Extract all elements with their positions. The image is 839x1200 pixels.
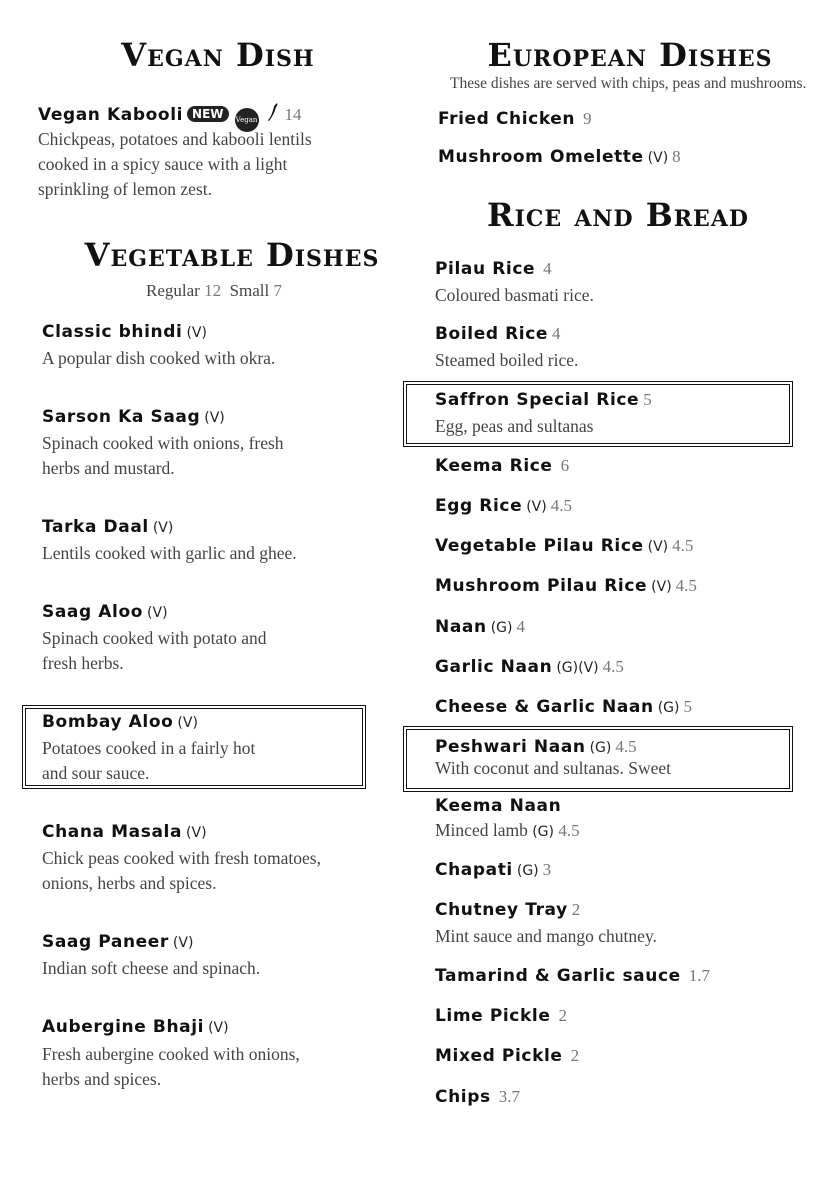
item-price: 2 <box>571 900 581 919</box>
menu-item <box>42 1017 229 1037</box>
menu-item <box>435 324 561 344</box>
menu-item <box>438 109 592 129</box>
menu-item <box>435 496 572 516</box>
menu-item <box>42 822 207 842</box>
regular-price: 12 <box>204 281 222 300</box>
item-tag: (V) <box>152 520 174 536</box>
item-description: Mint sauce and mango chutney. <box>435 926 657 946</box>
european-subtitle: These dishes are served with chips, peas and mushrooms. <box>450 75 807 92</box>
item-description <box>435 818 580 845</box>
item-name: Keema Rice <box>435 456 553 476</box>
menu-item <box>435 697 692 717</box>
item-description: Indian soft cheese and spinach. <box>42 958 261 978</box>
item-price: 6 <box>560 456 570 475</box>
item-price: 4 <box>543 259 552 278</box>
menu-item <box>42 517 173 537</box>
item-description: Egg, peas and sultanas <box>435 416 594 436</box>
menu-item <box>435 966 710 986</box>
menu-item <box>435 536 693 556</box>
rice-section-title: Rice and Bread <box>487 196 749 234</box>
item-price: 4.5 <box>675 576 697 595</box>
item-price: 3.7 <box>498 1087 520 1106</box>
menu-item-highlighted <box>42 712 198 732</box>
item-name: Lime Pickle <box>435 1006 551 1026</box>
item-description: A popular dish cooked with okra. <box>42 348 276 368</box>
item-name: Cheese & Garlic Naan <box>435 697 654 717</box>
item-description: Lentils cooked with garlic and ghee. <box>42 543 297 563</box>
menu-item-highlighted <box>435 390 652 410</box>
item-price: 8 <box>672 147 681 166</box>
menu-item <box>42 932 193 952</box>
item-description: Fresh aubergine cooked with onions, herbs and spices. <box>42 1044 300 1089</box>
menu-item <box>435 860 551 880</box>
menu-item <box>42 602 168 622</box>
small-price: 7 <box>273 281 282 300</box>
item-name: Keema Naan <box>435 796 562 816</box>
item-name: Chapati <box>435 860 513 880</box>
item-name: Garlic Naan <box>435 657 553 677</box>
item-price: 5 <box>643 390 652 409</box>
item-name: Egg Rice <box>435 496 523 516</box>
item-tag: (G) <box>490 620 513 636</box>
item-tag: (G) <box>516 863 539 879</box>
menu-item <box>435 456 569 476</box>
item-tag: (V) <box>647 150 669 166</box>
item-name: Mixed Pickle <box>435 1046 563 1066</box>
size-price-line <box>146 281 282 301</box>
item-price: 1.7 <box>688 966 711 985</box>
item-description-text: Minced lamb <box>435 820 528 840</box>
menu-item <box>435 657 624 677</box>
item-name: Tamarind & Garlic sauce <box>435 966 681 986</box>
item-price: 4 <box>552 324 561 343</box>
chili-icon <box>267 102 281 122</box>
item-tag: (V) <box>208 1020 229 1036</box>
item-price: 3 <box>542 860 552 879</box>
item-price: 4.5 <box>602 657 624 676</box>
item-tag: (V) <box>147 605 168 621</box>
item-price: 5 <box>683 697 692 716</box>
menu-item <box>438 147 681 167</box>
item-description: Coloured basmati rice. <box>435 285 594 305</box>
item-price: 2 <box>558 1006 567 1025</box>
item-tag: (G) <box>657 700 680 716</box>
vegan-badge: Vegan <box>235 108 259 132</box>
item-price: 4.5 <box>558 821 580 840</box>
item-tag: (V) <box>186 825 207 841</box>
item-tag: (V) <box>186 325 207 341</box>
item-name: Saag Aloo <box>42 602 144 622</box>
menu-item <box>42 407 225 427</box>
item-price: 4.5 <box>615 737 637 756</box>
item-name: Chana Masala <box>42 822 183 842</box>
menu-item <box>435 259 552 279</box>
item-tag: (G) <box>532 824 554 840</box>
item-description: Potatoes cooked in a fairly hot and sour sauce. <box>42 738 256 783</box>
vegetable-section-title: Vegetable Dishes <box>84 236 380 274</box>
item-name: Mushroom Omelette <box>438 147 644 167</box>
item-price: 2 <box>570 1046 580 1065</box>
item-tag: (G)(V) <box>556 660 599 676</box>
item-name: Classic bhindi <box>42 322 183 342</box>
menu-item <box>435 576 697 596</box>
item-name: Saag Paneer <box>42 932 169 952</box>
regular-label: Regular <box>146 281 200 300</box>
item-price: 4 <box>516 617 525 636</box>
item-tag: (G) <box>589 740 612 756</box>
menu-item <box>42 322 207 342</box>
item-description: Chick peas cooked with fresh tomatoes, onions, herbs and spices. <box>42 848 321 893</box>
item-description: Spinach cooked with onions, fresh herbs and mustard. <box>42 433 284 478</box>
menu-item <box>435 1006 567 1026</box>
item-name: Naan <box>435 617 487 637</box>
item-price: 14 <box>284 105 302 124</box>
new-badge: NEW <box>187 106 228 122</box>
item-price: 4.5 <box>550 496 572 515</box>
item-name: Fried Chicken <box>438 109 576 129</box>
item-name: Boiled Rice <box>435 324 549 344</box>
item-name: Tarka Daal <box>42 517 149 537</box>
menu-item-highlighted <box>435 737 637 757</box>
item-description: With coconut and sultanas. Sweet <box>435 758 671 778</box>
item-tag: (V) <box>204 410 225 426</box>
vegan-section-title: Vegan Dish <box>121 36 315 74</box>
item-description: Steamed boiled rice. <box>435 350 579 370</box>
menu-item <box>435 796 561 816</box>
small-label: Small <box>229 281 270 300</box>
european-section-title: European Dishes <box>487 36 773 74</box>
item-tag: (V) <box>526 499 547 515</box>
item-name: Saffron Special Rice <box>435 390 640 410</box>
item-tag: (V) <box>647 539 669 555</box>
item-name: Aubergine Bhaji <box>42 1017 205 1037</box>
item-tag: (V) <box>651 579 672 595</box>
item-name: Vegan Kabooli <box>38 105 184 125</box>
item-name: Peshwari Naan <box>435 737 586 757</box>
menu-item <box>435 1046 579 1066</box>
item-name: Chutney Tray <box>435 900 568 920</box>
item-name: Bombay Aloo <box>42 712 174 732</box>
item-tag: (V) <box>172 935 194 951</box>
menu-item <box>435 617 525 637</box>
item-name: Vegetable Pilau Rice <box>435 536 644 556</box>
item-price: 4.5 <box>672 536 694 555</box>
item-name: Mushroom Pilau Rice <box>435 576 648 596</box>
item-tag: (V) <box>177 715 198 731</box>
item-name: Chips <box>435 1087 491 1107</box>
item-name: Sarson Ka Saag <box>42 407 201 427</box>
menu-item <box>435 900 580 920</box>
menu-item <box>435 1087 520 1107</box>
item-description: Chickpeas, potatoes and kabooli lentils cooked in a spicy sauce with a light sprinkling of lemon zest. <box>38 129 312 199</box>
item-description: Spinach cooked with potato and fresh herbs. <box>42 628 267 673</box>
item-name: Pilau Rice <box>435 259 536 279</box>
item-price: 9 <box>583 109 592 128</box>
